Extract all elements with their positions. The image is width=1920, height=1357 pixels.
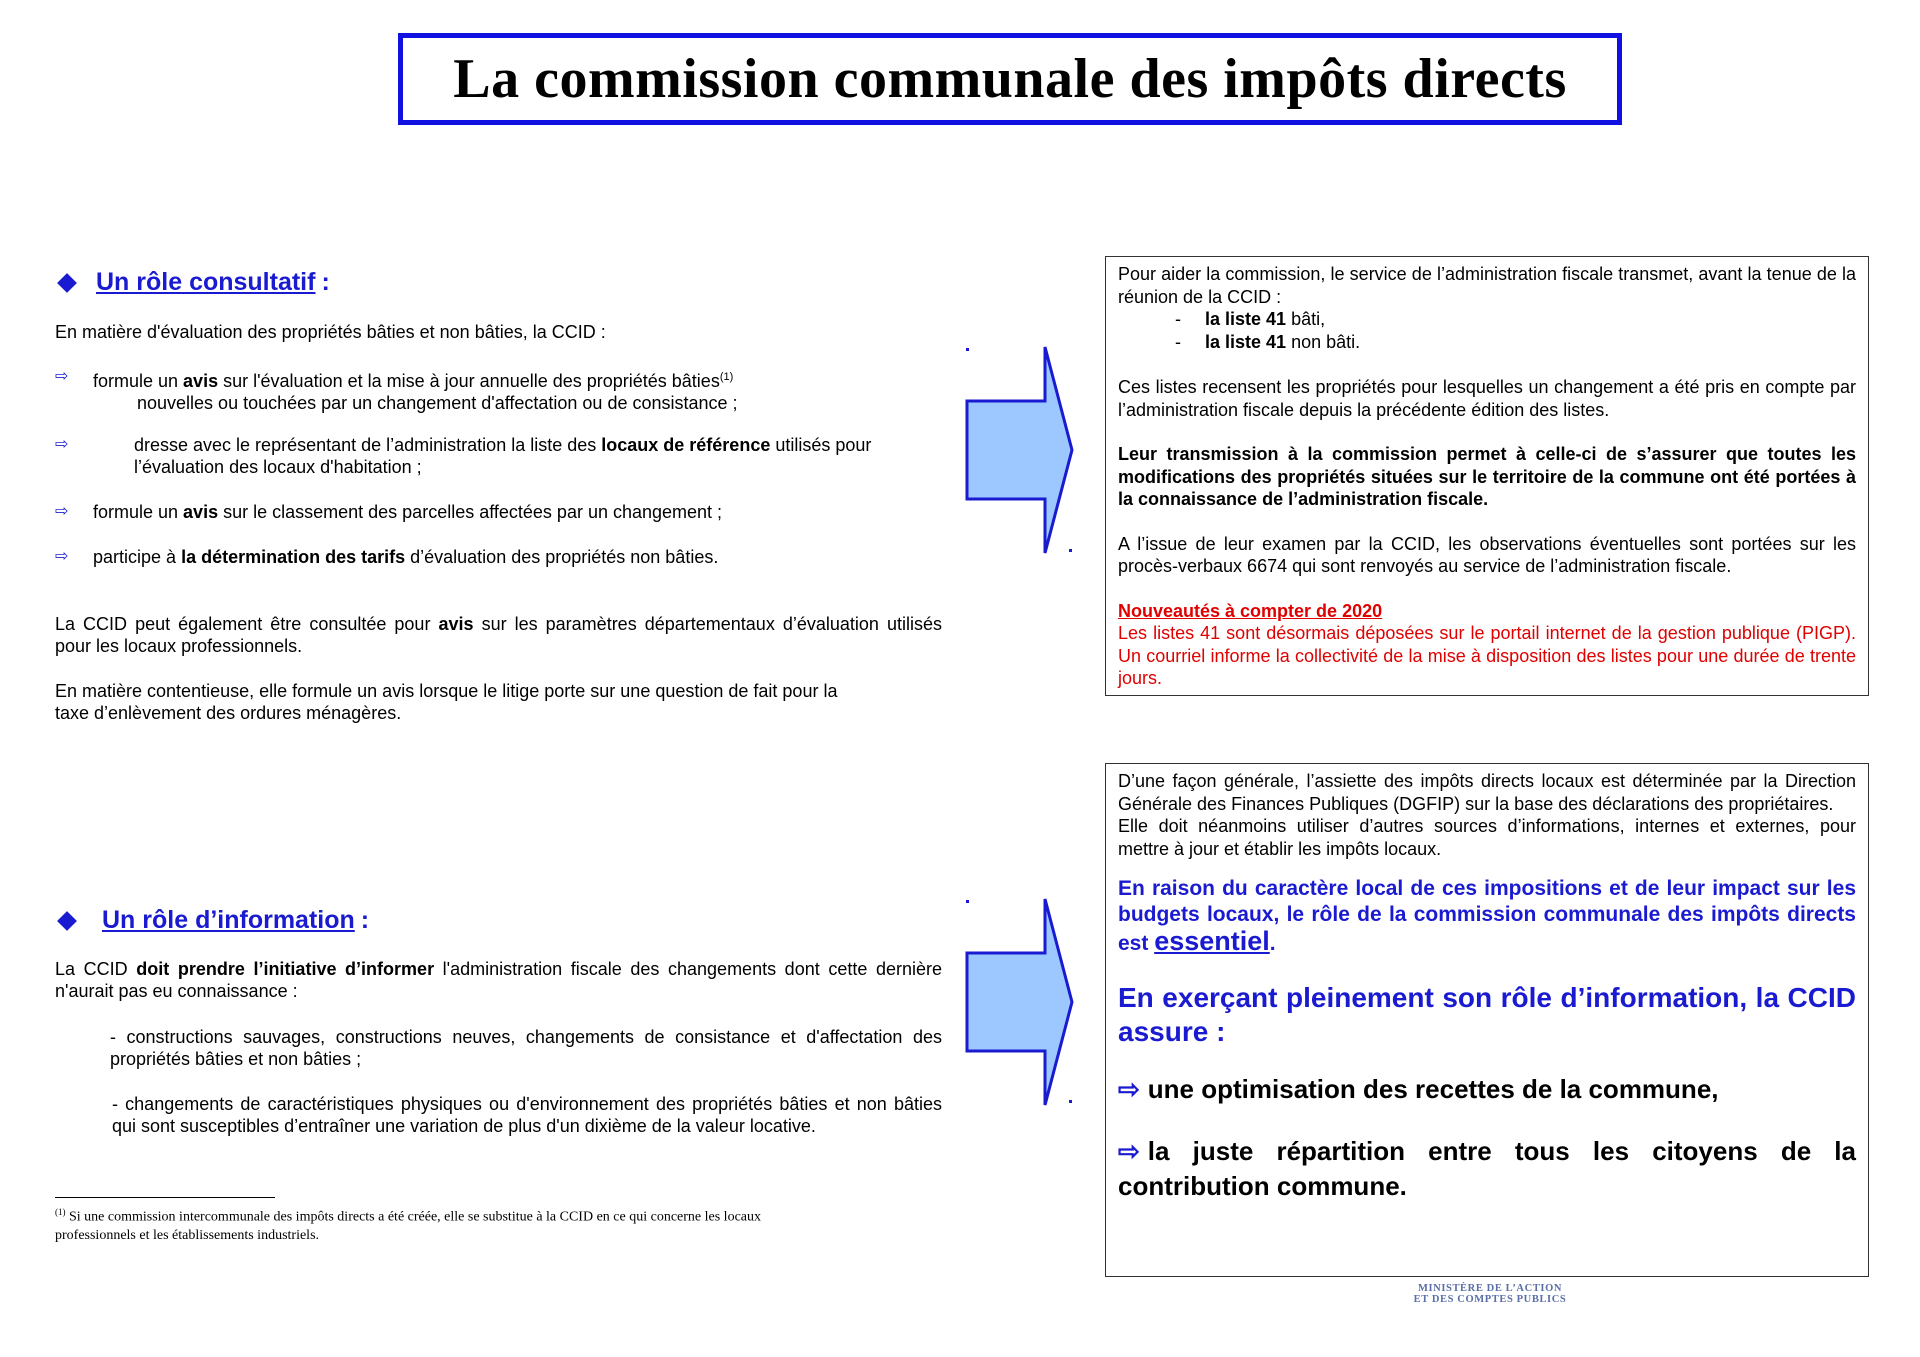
panel1-para-3: Leur transmission à la commission permet à celle-ci de s’assurer que toutes les modifications des propriétés situées sur le territoire de la commune ont été portées à la connaissance de l’administration fiscale.	[1118, 444, 1856, 509]
panel2-bullet-2: ⇨ la juste répartition entre tous les citoyens de la contribution commune.	[1118, 1136, 1856, 1201]
information-item-2: - changements de caractéristiques physiques ou d'environnement des propriétés bâties et non bâties qui sont susceptibles d’entraîner une variation de plus d'un dixième de la valeur locative.	[112, 1094, 942, 1136]
section-heading-consultatif	[55, 268, 330, 297]
consultatif-bullet-1: ⇨ formule un avis sur l'évaluation et la mise à jour annuelle des propriétés bâties$^{(1)}$ nouvelles ou touchées par un changement d'affectation ou de consistance ;	[55, 368, 738, 413]
right-arrow-2	[965, 897, 1075, 1107]
decor-dot	[1069, 549, 1072, 552]
right-arrow-1	[965, 345, 1075, 555]
panel1-new-heading: Nouveautés à compter de 2020	[1118, 600, 1383, 621]
panel1-new-text: Les listes 41 sont désormais déposées sur le portail internet de la gestion publique (PIGP). Un courriel informe la collectivité de la mise à disposition des listes pour une durée de trente jours.	[1118, 623, 1856, 688]
heading-colon: :	[360, 906, 370, 934]
panel1-intro: Pour aider la commission, le service de l’administration fiscale transmet, avant la tenue de la réunion de la CCID :	[1118, 264, 1856, 307]
consultatif-intro: En matière d'évaluation des propriétés bâties et non bâties, la CCID :	[55, 322, 606, 342]
decor-dot	[1069, 1100, 1072, 1103]
consultatif-para-2: En matière contentieuse, elle formule un avis lorsque le litige porte sur une question de fait pour la taxe d’enlèvement des ordures ménagères.	[55, 681, 838, 723]
information-intro: La CCID doit prendre l’initiative d’informer l'administration fiscale des changements dont cette dernière n'aurait pas eu connaissance :	[55, 959, 942, 1001]
consultatif-bullet-3: ⇨ formule un avis sur le classement des parcelles affectées par un changement ;	[55, 502, 723, 522]
page-title: La commission communale des impôts directs	[453, 48, 1567, 110]
information-item-1: - constructions sauvages, constructions neuves, changements de consistance et d'affectation des propriétés bâties et non bâties ;	[110, 1027, 942, 1069]
panel1-list-item: - la liste 41 non bâti.	[1175, 331, 1361, 352]
panel2-para-1: D’une façon générale, l’assiette des impôts directs locaux est déterminée par la Direction Générale des Finances Publiques (DGFIP) sur la base des déclarations des propriétaires.	[1118, 771, 1856, 814]
footnote: $^{(1)}$ Si une commission intercommunale des impôts directs a été créée, elle se substitue à la CCID en ce qui concerne les locaux professionnels et les établissements industriels.	[55, 1207, 762, 1243]
decor-dot	[966, 348, 969, 351]
consultatif-bullet-4: ⇨ participe à la détermination des tarifs d’évaluation des propriétés non bâties.	[55, 547, 719, 567]
section-heading-information	[55, 906, 369, 935]
panel2-para-2: Elle doit néanmoins utiliser d’autres sources d’informations, internes et externes, pour mettre à jour et établir les impôts locaux.	[1118, 816, 1856, 859]
panel1-para-2: Ces listes recensent les propriétés pour lesquelles un changement a été pris en compte par l’administration fiscale depuis la précédente édition des listes.	[1118, 377, 1856, 420]
panel1-list-item: - la liste 41 bâti,	[1175, 309, 1326, 329]
panel2-big-statement: En exerçant pleinement son rôle d’information, la CCID assure :	[1118, 982, 1856, 1047]
info-panel-listes	[1105, 256, 1869, 696]
ministere-logo-text: MINISTÈRE DE L’ACTION ET DES COMPTES PUBLICS	[1413, 1283, 1567, 1305]
consultatif-para-1: La CCID peut également être consultée pour avis sur les paramètres départementaux d’évaluation utilisés pour les locaux professionnels.	[55, 614, 942, 656]
hollow-arrow-icon: ⇨	[55, 436, 69, 453]
hollow-arrow-icon: ⇨	[55, 548, 69, 565]
title-box	[398, 33, 1622, 125]
hollow-arrow-icon: ⇨	[1118, 1074, 1140, 1104]
heading-text: Un rôle d’information	[102, 906, 355, 934]
hollow-arrow-icon: ⇨	[55, 368, 69, 385]
decor-dot	[966, 900, 969, 903]
diamond-bullet-icon	[57, 911, 77, 931]
heading-text: Un rôle consultatif	[96, 268, 316, 296]
panel2-bullet-1: ⇨ une optimisation des recettes de la commune,	[1118, 1074, 1719, 1104]
footnote-rule	[55, 1197, 275, 1198]
panel2-blue-para: En raison du caractère local de ces impositions et de leur impact sur les budgets locaux, le rôle de la commission communale des impôts directs est essentiel.	[1118, 877, 1856, 956]
hollow-arrow-icon: ⇨	[55, 503, 69, 520]
diamond-bullet-icon	[57, 273, 77, 293]
hollow-arrow-icon: ⇨	[1118, 1136, 1140, 1166]
panel1-para-4: A l’issue de leur examen par la CCID, les observations éventuelles sont portées sur les procès-verbaux 6674 qui sont renvoyés au service de l’administration fiscale.	[1118, 533, 1856, 576]
info-panel-role	[1105, 763, 1869, 1277]
consultatif-bullet-2: ⇨ dresse avec le représentant de l’administration la liste des locaux de référence utilisés pour l’évaluation des locaux d'habitation ;	[55, 435, 872, 477]
heading-colon: :	[321, 268, 330, 296]
